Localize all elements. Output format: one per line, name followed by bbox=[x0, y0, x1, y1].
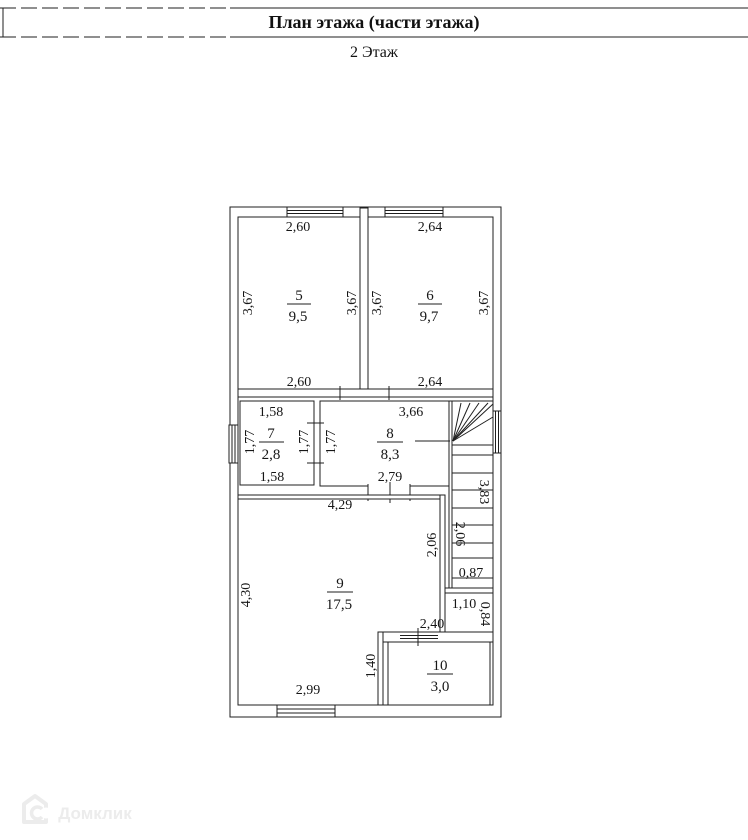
stairs-dim-run: 3,83 bbox=[476, 479, 491, 505]
stairs-dim-landing-depth: 0,84 bbox=[477, 601, 492, 627]
page-title: План этажа (части этажа) bbox=[268, 12, 480, 32]
room-7-dim-left: 1,77 bbox=[243, 429, 258, 455]
window-icon bbox=[229, 425, 238, 463]
stairs-dim-landing-width: 1,10 bbox=[451, 597, 477, 612]
room-9-dim-bottom: 2,99 bbox=[295, 683, 321, 698]
room-10-area: 3,0 bbox=[430, 679, 450, 695]
wall-stairs-bottom bbox=[445, 588, 493, 593]
wall-room10-top bbox=[378, 632, 493, 642]
watermark-brand: Домклик bbox=[58, 804, 132, 823]
room-8-area: 8,3 bbox=[380, 447, 400, 463]
room-9-number: 9 bbox=[336, 576, 344, 592]
room-5-dim-bottom: 2,60 bbox=[286, 375, 312, 390]
room-5-dim-right: 3,67 bbox=[345, 290, 360, 316]
window-icon bbox=[287, 207, 343, 217]
room-9-dim-left: 4,30 bbox=[239, 582, 254, 608]
room-9-area: 17,5 bbox=[325, 597, 353, 613]
room-10-number: 10 bbox=[432, 658, 448, 674]
wall-room9-right bbox=[440, 495, 445, 632]
window-icon bbox=[277, 705, 335, 717]
room-5-number: 5 bbox=[295, 288, 303, 304]
room-7-dim-bottom: 1,58 bbox=[259, 470, 285, 485]
room-8-dim-bottom: 2,79 bbox=[377, 470, 403, 485]
room-5-dim-top: 2,60 bbox=[285, 220, 311, 235]
room-5-dim-left: 3,67 bbox=[241, 290, 256, 316]
room-6-dim-top: 2,64 bbox=[417, 220, 443, 235]
room-10-dim-top: 2,40 bbox=[419, 617, 445, 632]
room-6-dim-right: 3,67 bbox=[477, 290, 492, 316]
room-6-dim-left: 3,67 bbox=[370, 290, 385, 316]
room-9-dim-right-upper: 2,06 bbox=[425, 532, 440, 558]
room-6-dim-bottom: 2,64 bbox=[417, 375, 443, 390]
room-9-dim-right-lower: 1,40 bbox=[364, 653, 379, 679]
floor-subtitle: 2 Этаж bbox=[350, 44, 398, 61]
watermark bbox=[24, 796, 132, 823]
stairs-dim-width: 2,06 bbox=[452, 521, 467, 547]
window-icon bbox=[385, 207, 443, 217]
room-7-area: 2,8 bbox=[261, 447, 281, 463]
stairs-dim-tread: 0,87 bbox=[458, 566, 484, 581]
room-8-dim-top: 3,66 bbox=[398, 405, 424, 420]
room-6-number: 6 bbox=[426, 288, 434, 304]
room-9-dim-top: 4,29 bbox=[327, 498, 353, 513]
wall-below-rooms-5-6 bbox=[238, 389, 493, 397]
room-8-number: 8 bbox=[386, 426, 394, 442]
window-icon bbox=[493, 411, 501, 453]
room-8-dim-left: 1,77 bbox=[324, 429, 339, 455]
room-7-dim-right: 1,77 bbox=[297, 429, 312, 455]
wall-room5-room6 bbox=[360, 208, 368, 390]
room-6-area: 9,7 bbox=[419, 309, 439, 325]
room-5-area: 9,5 bbox=[288, 309, 308, 325]
room-7-number: 7 bbox=[267, 426, 275, 442]
wall-stairs-left bbox=[449, 401, 452, 588]
domklik-logo-icon bbox=[24, 796, 52, 822]
room-7-dim-top: 1,58 bbox=[258, 405, 284, 420]
